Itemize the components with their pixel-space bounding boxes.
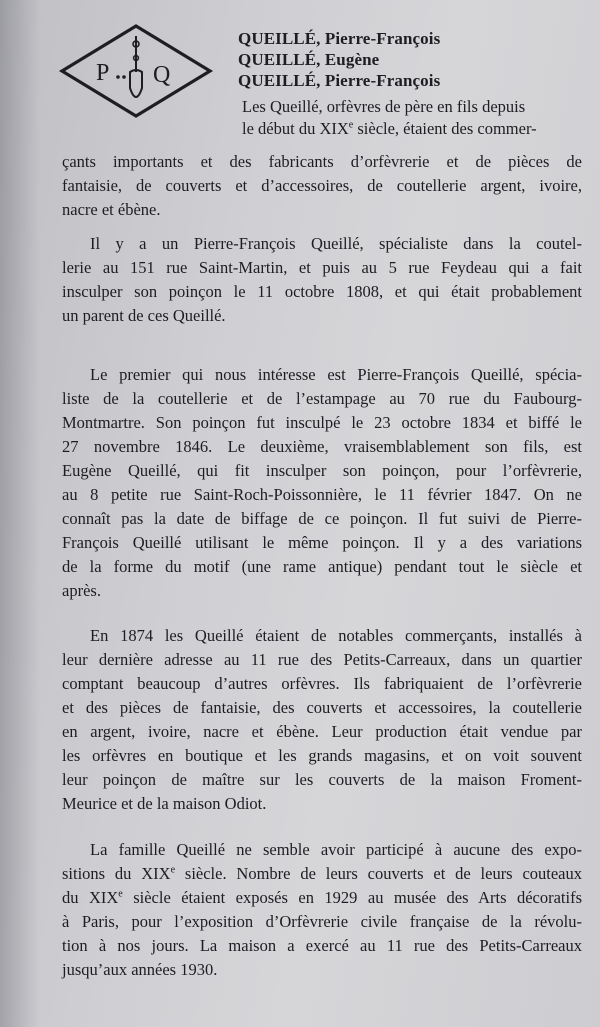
entry-header — [238, 28, 440, 91]
antique-oar-icon — [130, 36, 142, 97]
header-name-3: QUEILLÉ, Pierre-François — [238, 71, 441, 90]
intro-paragraph — [62, 150, 582, 222]
intro-line-5: nacre et ébène. — [62, 200, 161, 219]
intro-line-3: çants importants et des fabricants d’orfèvrerie et de pièces de — [62, 152, 582, 171]
hallmark-lozenge — [58, 22, 214, 120]
intro-right-block — [242, 96, 578, 139]
header-name-2: QUEILLÉ, Eugène — [238, 50, 380, 69]
paragraph-3: En 1874 les Queillé étaient de notables commerçants, installés à leur dernière adresse au 11 rue des Petits-Carreaux, dans un quartier comptant beaucoup d’autres orfèvres. Ils fabriquaient de l’orfèvrerie et des pièces de fantaisie, des couverts et accessoires, la coutellerie en argent, ivoire, nacre et ébène. Leur production était vendue par les orfèvres en boutique et les grands magasins, et on voit souvent leur poinçon de maître sur les couverts de la maison Froment- Meurice et de la maison Odiot. — [62, 626, 582, 813]
intro-line-1: Les Queillé, orfèvres de père en fils depuis — [242, 97, 526, 116]
paragraph-4: La famille Queillé ne semble avoir participé à aucune des expo- sitions du XIXe siècle. Nombre de leurs couverts et de leurs couteaux du XIXe siècle étaient exposés en 1929 au musée des Arts décoratifs à Paris, pour l’exposition d’Orfèvrerie civile française de la révolu- tion à nos jours. La maison a exercé au 11 rue des Petits-Carreaux jusqu’aux années 1930. — [62, 840, 583, 979]
hallmark-letter-left: P — [96, 60, 110, 86]
page-gutter-shadow — [0, 0, 40, 1027]
paragraph-1: Il y a un Pierre-François Queillé, spécialiste dans la coutel- lerie au 151 rue Saint-Martin, et puis au 5 rue Feydeau qui a fait insculper son poinçon le 11 octobre 1808, et qui était probablement un parent de ces Queillé. — [62, 234, 582, 325]
header-name-1: QUEILLÉ, Pierre-François — [238, 29, 441, 48]
hallmark-letter-right: Q — [153, 62, 171, 88]
intro-line-2: le début du XIXe siècle, étaient des commer- — [242, 118, 537, 138]
intro-line-4: fantaisie, de couverts et d’accessoires, de coutellerie argent, ivoire, — [62, 176, 582, 195]
paragraph-2: Le premier qui nous intéresse est Pierre-François Queillé, spécia- liste de la coutellerie et de l’estampage au 70 rue du Faubourg- Montmartre. Son poinçon fut insculpé le 23 octobre 1834 et biffé le 27 novembre 1846. Le deuxième, vraisemblablement son fils, est Eugène Queillé, qui fit insculper son poinçon, pour l’orfèvrerie, au 8 petite rue Saint-Roch-Poissonnière, le 11 février 1847. On ne connaît pas la date de biffage de ce poinçon. Il fut suivi de Pierre- François Queillé utilisant le même poinçon. Il y a des variations de la forme du motif (une rame antique) pendant tout le siècle et après. — [62, 365, 582, 600]
